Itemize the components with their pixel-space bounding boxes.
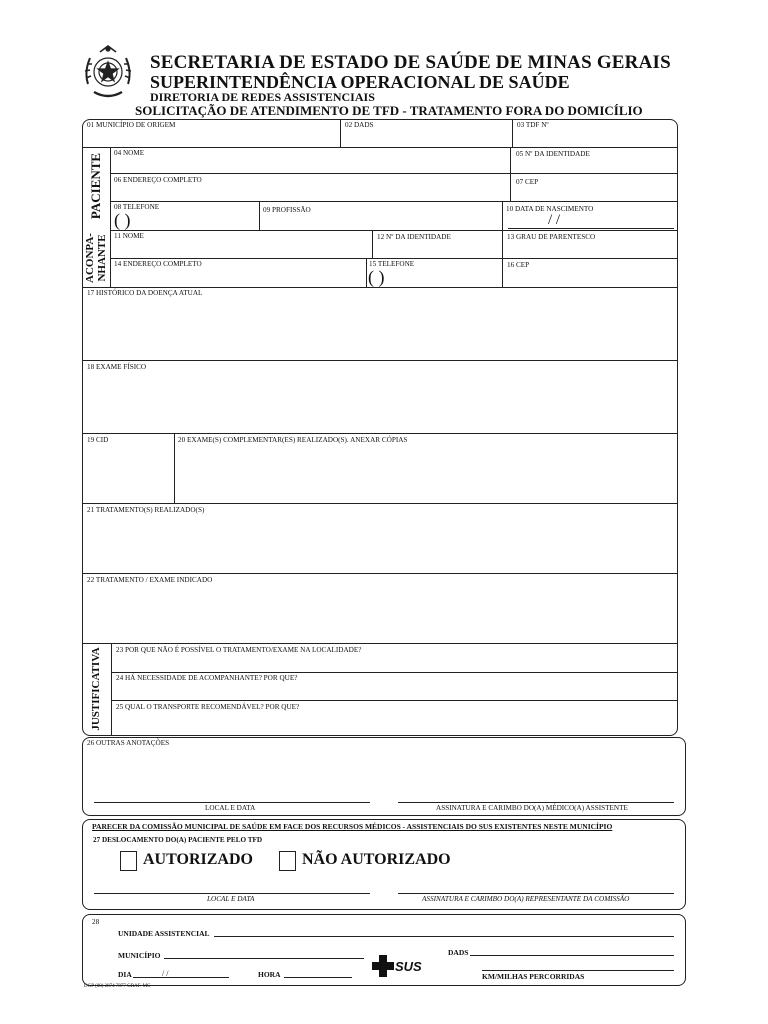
field-exames-complementares[interactable]: 20 EXAME(S) COMPLEMENTAR(ES) REALIZADO(S). ANEXAR CÓPIAS xyxy=(178,436,408,444)
side-label-acompanhante-1: ACONPA- xyxy=(84,233,96,283)
field-tratamento-indicado[interactable]: 22 TRATAMENTO / EXAME INDICADO xyxy=(87,576,213,584)
field-identidade-paciente[interactable]: 05 Nº DA IDENTIDADE xyxy=(516,150,590,158)
field-municipio-origem[interactable]: 01 MUNICÍPIO DE ORIGEM xyxy=(87,121,176,129)
phone-parens: ( ) xyxy=(114,210,131,230)
field-deslocamento: 27 DESLOCAMENTO DO(A) PACIENTE PELO TFD xyxy=(93,836,263,844)
label-unidade-assistencial: UNIDADE ASSISTENCIAL xyxy=(118,929,210,938)
header-line-3: DIRETORIA DE REDES ASSISTENCIAIS xyxy=(150,90,375,104)
field-grau-parentesco[interactable]: 13 GRAU DE PARENTESCO xyxy=(507,233,596,241)
field-nome-acompanhante[interactable]: 11 NOME xyxy=(114,232,144,240)
header-line-1: SECRETARIA DE ESTADO DE SAÚDE DE MINAS GERAIS xyxy=(150,52,671,73)
coat-of-arms-icon xyxy=(80,44,136,102)
sus-logo-text: SUS xyxy=(395,959,422,974)
side-label-acompanhante-2: NHANTE xyxy=(96,234,108,282)
side-label-justificativa: JUSTIFICATIVA xyxy=(90,647,102,731)
field-tratamentos-realizados[interactable]: 21 TRATAMENTO(S) REALIZADO(S) xyxy=(87,506,205,514)
field-historico-doenca[interactable]: 17 HISTÓRICO DA DOENÇA ATUAL xyxy=(87,289,203,297)
autorizado-checkbox[interactable] xyxy=(120,851,137,871)
field-identidade-acompanhante[interactable]: 12 Nº DA IDENTIDADE xyxy=(377,233,451,241)
header-line-2: SUPERINTENDÊNCIA OPERACIONAL DE SAÚDE xyxy=(150,72,570,92)
field-profissao[interactable]: 09 PROFISSÃO xyxy=(263,206,311,214)
print-footer: DGP (08) 2874 7877 GRAF. MG xyxy=(84,984,151,989)
sus-cross-icon xyxy=(372,955,394,977)
phone-parens-2: ( ) xyxy=(368,267,385,287)
field-nome-paciente[interactable]: 04 NOME xyxy=(114,149,145,157)
label-local-data-26: LOCAL E DATA xyxy=(205,804,256,812)
date-slashes: / / xyxy=(548,212,561,228)
field-telefone-paciente[interactable]: 08 TELEFONE xyxy=(114,203,160,211)
label-dia: DIA xyxy=(118,970,132,979)
label-assinatura-medico: ASSINATURA E CARIMBO DO(A) MÉDICO(A) ASSISTENTE xyxy=(436,804,628,812)
label-municipio: MUNICÍPIO xyxy=(118,951,161,960)
label-hora: HORA xyxy=(258,970,281,979)
field-justificativa-localidade[interactable]: 23 POR QUE NÃO É POSSÍVEL O TRATAMENTO/EXAME NA LOCALIDADE? xyxy=(116,646,362,654)
field-justificativa-acompanhante[interactable]: 24 HÁ NECESSIDADE DE ACOMPANHANTE? POR QUE? xyxy=(116,674,298,682)
parecer-title: PARECER DA COMISSÃO MUNICIPAL DE SAÚDE EM FACE DOS RECURSOS MÉDICOS - ASSISTENCIAIS DO SUS EXISTENTES NESTE MUNICÍPIO xyxy=(92,822,613,831)
dia-slashes: / / xyxy=(162,969,169,978)
field-outras-anotacoes[interactable]: 26 OUTRAS ANOTAÇÕES xyxy=(87,739,170,747)
label-assinatura-comissao: ASSINATURA E CARIMBO DO(A) REPRESENTANTE DA COMISSÃO xyxy=(422,895,630,903)
side-label-paciente: PACIENTE xyxy=(88,152,103,220)
field-justificativa-transporte[interactable]: 25 QUAL O TRANSPORTE RECOMENDÁVEL? POR QUE? xyxy=(116,703,300,711)
label-nao-autorizado: NÃO AUTORIZADO xyxy=(302,851,451,868)
field-cep-acompanhante[interactable]: 16 CEP xyxy=(507,261,530,269)
form-title: SOLICITAÇÃO DE ATENDIMENTO DE TFD - TRATAMENTO FORA DO DOMICÍLIO xyxy=(135,103,643,118)
field-cep-paciente[interactable]: 07 CEP xyxy=(516,178,539,186)
field-exame-fisico[interactable]: 18 EXAME FÍSICO xyxy=(87,363,147,371)
field-telefone-acompanhante[interactable]: 15 TELEFONE xyxy=(369,260,415,268)
field-endereco-paciente[interactable]: 06 ENDEREÇO COMPLETO xyxy=(114,176,202,184)
label-autorizado: AUTORIZADO xyxy=(143,851,253,868)
field-tdf-numero[interactable]: 03 TDF Nº xyxy=(517,121,549,129)
field-data-nascimento[interactable]: 10 DATA DE NASCIMENTO xyxy=(506,205,594,213)
field-dads[interactable]: 02 DADS xyxy=(345,121,374,129)
label-dads: DADS xyxy=(448,948,469,957)
field-28: 28 xyxy=(92,918,100,926)
label-local-data-27: LOCAL E DATA xyxy=(207,895,255,903)
label-km-milhas: KM/MILHAS PERCORRIDAS xyxy=(482,972,585,981)
field-endereco-acompanhante[interactable]: 14 ENDEREÇO COMPLETO xyxy=(114,260,202,268)
nao-autorizado-checkbox[interactable] xyxy=(279,851,296,871)
field-cid[interactable]: 19 CID xyxy=(87,436,109,444)
